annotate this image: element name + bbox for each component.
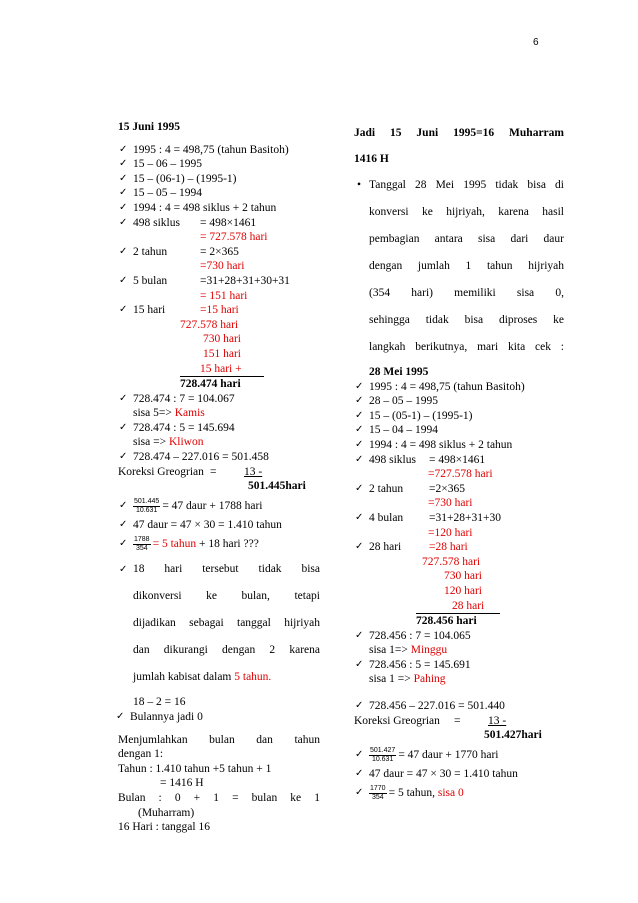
page-number: 6 bbox=[533, 37, 539, 48]
right-f2-rest: = 5 tahun, bbox=[388, 787, 438, 800]
right-line-3: ✓ 15 – (05-1) – (1995-1) bbox=[354, 409, 564, 424]
right-f2-numerator: ✓ 1770 bbox=[370, 785, 386, 793]
right-div7: ✓ 728.456 : 7 = 104.065 bbox=[354, 629, 564, 644]
right-bulan-row bbox=[354, 511, 564, 526]
right-f1-numerator: ✓ 501.427 bbox=[370, 746, 396, 754]
left-calc: 18 – 2 = 16 bbox=[133, 696, 186, 709]
left-tahun-value: =730 hari bbox=[200, 260, 245, 273]
right-line-5: ✓ 1994 : 4 = 498 siklus + 2 tahun bbox=[354, 438, 564, 453]
left-tahun-eq: = 2×365 bbox=[200, 245, 239, 258]
left-siklus-label: 498 siklus bbox=[133, 216, 180, 229]
right-hari-eq: =28 hari bbox=[429, 541, 468, 554]
right-heading-date: 28 Mei 1995 bbox=[369, 366, 429, 378]
left-siklus-row bbox=[118, 216, 320, 231]
right-line-2: ✓ 28 – 05 – 1995 bbox=[354, 394, 564, 409]
left-line-3: ✓ 15 – (06-1) – (1995-1) bbox=[118, 172, 320, 187]
left-div7: ✓ 728.474 : 7 = 104.067 bbox=[118, 392, 320, 407]
left-hari-eq: =15 hari bbox=[200, 304, 239, 317]
left-siklus-eq: = 498×1461 bbox=[200, 216, 257, 229]
left-koreksi-row bbox=[118, 465, 320, 480]
left-para-5-red: 5 tahun. bbox=[234, 671, 272, 684]
left-para-5: jumlah kabisat dalam 5 tahun. bbox=[133, 671, 272, 684]
right-subtraction: ✓ 728.456 – 227.016 = 501.440 bbox=[354, 699, 564, 714]
right-sum-4: 28 hari bbox=[452, 599, 485, 612]
right-koreksi-eq: = bbox=[454, 714, 461, 727]
left-hari-label: 15 hari bbox=[133, 304, 166, 317]
left-m4: = 1416 H bbox=[160, 777, 204, 790]
left-koreksi-result: 501.445hari bbox=[248, 480, 306, 493]
left-para-2: dikonversi ke bulan, tetapi bbox=[133, 590, 320, 603]
right-sisa2-label: sisa 1 => bbox=[369, 673, 414, 686]
left-para-4: dan dikurangi dengan 2 karena bbox=[133, 644, 320, 657]
right-line-4: ✓ 15 – 04 – 1994 bbox=[354, 423, 564, 438]
right-sisa2-value: Pahing bbox=[413, 673, 446, 686]
left-f1-numerator: ✓ 501.445 bbox=[134, 497, 160, 505]
right-siklus-value: =727.578 hari bbox=[428, 468, 493, 481]
left-m6: (Muharram) bbox=[138, 806, 195, 819]
left-para-1: ✓ 18 hari tersebut tidak bisa bbox=[118, 556, 320, 583]
left-m7: 16 Hari : tanggal 16 bbox=[118, 821, 210, 834]
left-fraction-2 bbox=[118, 532, 320, 556]
right-bullet-7: langkah berikutnya, mari kita cek : bbox=[369, 341, 564, 353]
right-sum-3: 120 hari bbox=[444, 584, 483, 597]
left-tahun-row bbox=[118, 245, 320, 260]
right-tahun-eq: =2×365 bbox=[429, 482, 465, 495]
right-siklus-row bbox=[354, 453, 564, 468]
right-tahun-value: =730 hari bbox=[428, 497, 473, 510]
right-f1-rest: = 47 daur + 1770 hari bbox=[398, 748, 499, 761]
right-bullet-2: konversi ke hijriyah, karena hasil bbox=[369, 206, 564, 218]
left-bulannya: ✓ Bulannya jadi 0 bbox=[115, 710, 320, 725]
left-fraction-1 bbox=[118, 494, 320, 518]
right-column bbox=[354, 120, 564, 805]
right-bullet-1: • Tanggal 28 Mei 1995 tidak bisa di bbox=[354, 172, 564, 199]
right-f2-denominator: 354 bbox=[371, 794, 384, 802]
left-f1-rest: = 47 daur + 1788 hari bbox=[162, 499, 263, 512]
left-line-5: ✓ 1994 : 4 = 498 siklus + 2 tahun bbox=[118, 201, 320, 216]
left-f2-rest: + 18 hari ??? bbox=[196, 538, 259, 551]
left-m3: Tahun : 1.410 tahun +5 tahun + 1 bbox=[118, 762, 272, 775]
left-sisa5-label: sisa 5=> bbox=[133, 407, 175, 420]
right-div5: ✓ 728.456 : 5 = 145.691 bbox=[354, 658, 564, 673]
right-tahun-row bbox=[354, 482, 564, 497]
left-sum-3: 151 hari bbox=[203, 347, 242, 360]
left-koreksi-label: Koreksi Greogrian bbox=[118, 465, 204, 478]
right-fraction-2 bbox=[354, 781, 564, 805]
right-bulan-label: 4 bulan bbox=[369, 511, 404, 524]
left-m2: dengan 1: bbox=[118, 748, 164, 761]
left-f2-denominator: 354 bbox=[135, 545, 148, 553]
right-heading-1: Jadi 15 Juni 1995=16 Muharram bbox=[354, 127, 564, 139]
left-sisa5-value: Kamis bbox=[174, 407, 205, 420]
right-heading-2: 1416 H bbox=[354, 153, 389, 165]
left-bulan-label: 5 bulan bbox=[133, 274, 168, 287]
left-total: 728.474 hari bbox=[180, 376, 264, 392]
right-koreksi-result: 501.427hari bbox=[484, 729, 542, 742]
right-hari-label: 28 hari bbox=[369, 541, 402, 554]
right-sum-2: 730 hari bbox=[444, 570, 483, 583]
left-koreksi-eq: = bbox=[210, 465, 217, 478]
right-sisa1-value: Minggu bbox=[410, 644, 448, 657]
left-div5: ✓ 728.474 : 5 = 145.694 bbox=[118, 421, 320, 436]
right-sisa2-row bbox=[354, 672, 564, 687]
left-m1: Menjumlahkan bulan dan tahun bbox=[118, 733, 320, 746]
right-f1-denominator: 10.631 bbox=[371, 755, 394, 763]
left-line-4: ✓ 15 – 05 – 1994 bbox=[118, 186, 320, 201]
right-line-1: ✓ 1995 : 4 = 498,75 (tahun Basitoh) bbox=[354, 380, 564, 395]
right-koreksi-value: 13 - bbox=[488, 714, 507, 727]
right-bullet-3: pembagian antara sisa dari daur bbox=[369, 233, 564, 245]
left-subtraction: ✓ 728.474 – 227.016 = 501.458 bbox=[118, 450, 320, 465]
left-f2-numerator: ✓ 1788 bbox=[134, 536, 150, 544]
right-koreksi-label: Koreksi Greogrian bbox=[354, 714, 440, 727]
left-f2-red: = 5 tahun bbox=[152, 538, 197, 551]
right-bullet-6: sehingga tidak bisa diproses ke bbox=[369, 314, 564, 326]
left-f1-denominator: 10.631 bbox=[135, 506, 158, 514]
right-total-row bbox=[354, 613, 564, 629]
left-sisa5-row bbox=[118, 406, 320, 421]
right-sisa1-row bbox=[354, 643, 564, 658]
right-bulan-value: =120 hari bbox=[428, 526, 473, 539]
left-total-row bbox=[118, 376, 320, 392]
left-line-2: ✓ 15 – 06 – 1995 bbox=[118, 157, 320, 172]
left-sisa-row bbox=[118, 435, 320, 450]
right-fraction-1 bbox=[354, 743, 564, 767]
right-total: 728.456 hari bbox=[416, 613, 500, 629]
right-daur: ✓ 47 daur = 47 × 30 = 1.410 tahun bbox=[354, 767, 564, 782]
left-siklus-value: = 727.578 hari bbox=[200, 231, 268, 244]
left-bulan-value: = 151 hari bbox=[200, 289, 248, 302]
left-para-3: dijadikan sebagai tanggal hijriyah bbox=[133, 617, 320, 630]
right-sum-1: 727.578 hari bbox=[422, 555, 481, 568]
right-bulan-eq: =31+28+31+30 bbox=[429, 511, 501, 524]
left-sum-2: 730 hari bbox=[203, 333, 242, 346]
right-siklus-eq: = 498×1461 bbox=[429, 453, 486, 466]
left-m5: Bulan : 0 + 1 = bulan ke 1 bbox=[118, 792, 320, 804]
left-bulan-row bbox=[118, 274, 320, 289]
left-tahun-label: 2 tahun bbox=[133, 245, 168, 258]
left-hari-row bbox=[118, 303, 320, 318]
left-daur: ✓ 47 daur = 47 × 30 = 1.410 tahun bbox=[118, 518, 320, 533]
left-sum-1: 727.578 hari bbox=[180, 318, 239, 331]
right-f2-red: sisa 0 bbox=[437, 787, 464, 800]
right-sisa1-label: sisa 1=> bbox=[369, 644, 411, 657]
left-column bbox=[118, 120, 320, 835]
right-hari-row bbox=[354, 540, 564, 555]
left-koreksi-value: 13 - bbox=[244, 465, 263, 478]
left-bulan-eq: =31+28+31+30+31 bbox=[200, 274, 290, 287]
left-line-1: ✓ 1995 : 4 = 498,75 (tahun Basitoh) bbox=[118, 143, 320, 158]
left-heading: 15 Juni 1995 bbox=[118, 121, 180, 133]
right-tahun-label: 2 tahun bbox=[369, 482, 404, 495]
right-bullet-5: (354 hari) memiliki sisa 0, bbox=[369, 287, 564, 299]
left-sum-4: 15 hari + bbox=[200, 362, 242, 375]
left-sisa-value: Kliwon bbox=[168, 436, 204, 449]
right-bullet-4: dengan jumlah 1 tahun hijriyah bbox=[369, 260, 564, 272]
left-sisa-label: sisa => bbox=[133, 436, 169, 449]
right-koreksi-row bbox=[354, 714, 564, 729]
right-siklus-label: 498 siklus bbox=[369, 453, 416, 466]
